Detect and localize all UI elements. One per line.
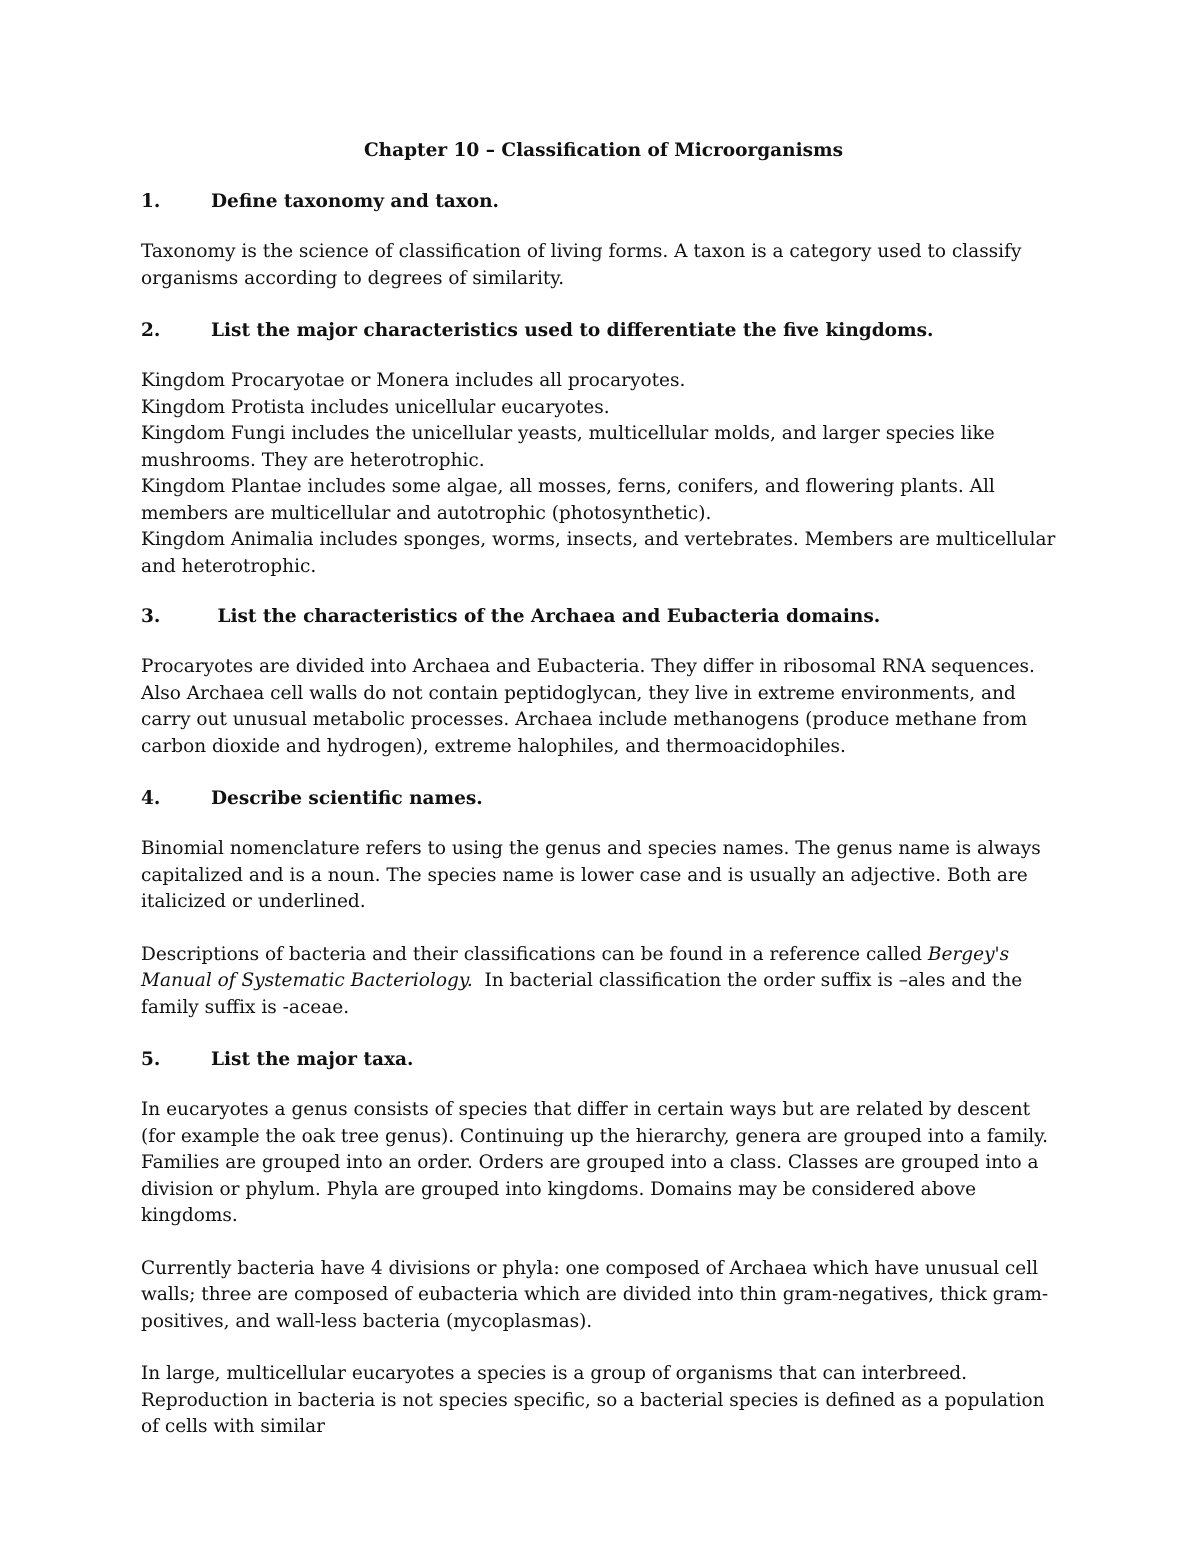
question-text: Define taxonomy and taxon. <box>211 191 499 212</box>
kingdom-item: Kingdom Protista includes unicellular eucaryotes. <box>141 396 610 418</box>
question-number: 4. <box>141 788 161 809</box>
answer-paragraph: Currently bacteria have 4 divisions or phyla: one composed of Archaea which have unusual cell walls; three are composed of eubacteria which are divided into thin gram-negatives, thick gram-positives, and wall-less bacteria (mycoplasmas). <box>141 1257 1049 1332</box>
question-heading-2 <box>141 318 1066 344</box>
kingdom-item: Kingdom Animalia includes sponges, worms, insects, and vertebrates. Members are multicellular and heterotrophic. <box>141 529 1056 577</box>
question-number: 5. <box>141 1049 161 1070</box>
answer-paragraph: Binomial nomenclature refers to using the genus and species names. The genus name is always capitalized and is a noun. The species name is lower case and is usually an adjective. Both are italicized or underlined. <box>141 838 1041 912</box>
kingdom-list <box>141 368 1066 580</box>
question-number: 1. <box>141 191 161 212</box>
question-heading-1 <box>141 189 1066 215</box>
kingdom-item: Kingdom Procaryotae or Monera includes all procaryotes. <box>141 370 686 391</box>
bergey-text-before: Descriptions of bacteria and their classifications can be found in a reference called <box>141 943 928 965</box>
question-number: 3. <box>141 606 161 627</box>
question-number: 2. <box>141 320 161 341</box>
kingdom-item: Kingdom Fungi includes the unicellular yeasts, multicellular molds, and larger species like mushrooms. They are heterotrophic. <box>141 423 995 471</box>
answer-paragraph: Taxonomy is the science of classification of living forms. A taxon is a category used to classify organisms according to degrees of similarity. <box>141 241 1022 289</box>
page-title: Chapter 10 – Classification of Microorganisms <box>363 140 844 161</box>
answer-paragraph: In large, multicellular eucaryotes a species is a group of organisms that can interbreed. Reproduction in bacteria is not species specific, so a bacterial species is defined as a population of cells with similar <box>141 1363 1045 1437</box>
question-heading-5 <box>141 1047 1066 1073</box>
question-text: List the major taxa. <box>211 1049 414 1070</box>
answer-paragraph: Procaryotes are divided into Archaea and Eubacteria. They differ in ribosomal RNA sequences. Also Archaea cell walls do not contain peptidoglycan, they live in extreme environments, and carry out unusual metabolic processes. Archaea include methanogens (produce methane from carbon dioxide and hydrogen), extreme halophiles, and thermoacidophiles. <box>141 656 1035 757</box>
question-text: List the major characteristics used to differentiate the five kingdoms. <box>211 320 934 341</box>
kingdom-item: Kingdom Plantae includes some algae, all mosses, ferns, conifers, and flowering plants. All members are multicellular and autotrophic (photosynthetic). <box>141 476 995 524</box>
bergey-paragraph <box>141 942 1066 1022</box>
question-text: List the characteristics of the Archaea and Eubacteria domains. <box>211 606 881 627</box>
bergey-text-after: In bacterial classification the order suffix is –ales and the family suffix is -aceae. <box>141 970 1029 1018</box>
question-text: Describe scientific names. <box>211 788 483 809</box>
document-page <box>141 138 1066 1467</box>
question-heading-3 <box>141 604 1066 630</box>
question-heading-4 <box>141 786 1066 812</box>
answer-paragraph: In eucaryotes a genus consists of species that differ in certain ways but are related by descent (for example the oak tree genus). Continuing up the hierarchy, genera are grouped into a family. Families are grouped into an order. Orders are grouped into a class. Classes are grouped into a division or phylum. Phyla are grouped into kingdoms. Domains may be considered above kingdoms. <box>141 1099 1049 1226</box>
bergey-manual-title: Bergey's Manual of Systematic Bacteriology. <box>141 943 1010 991</box>
